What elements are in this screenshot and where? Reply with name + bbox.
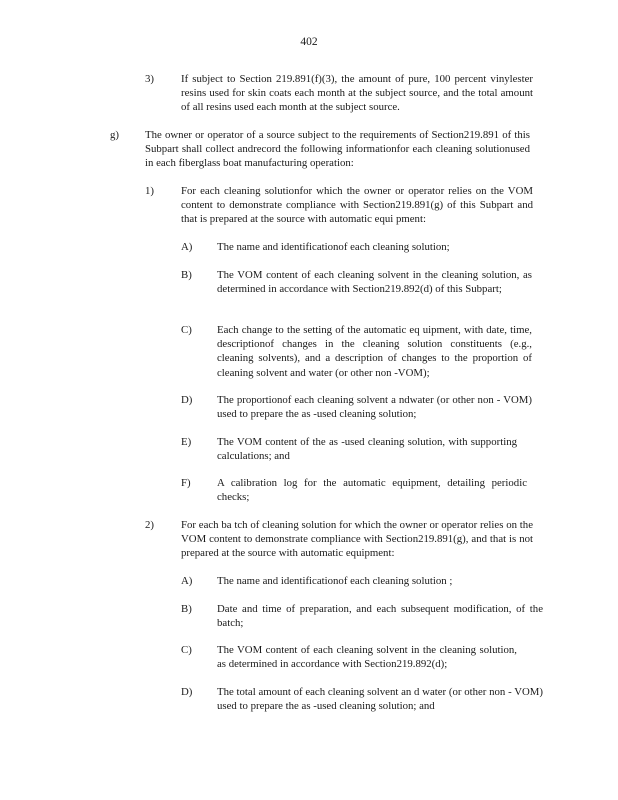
item-marker: C) [181, 644, 192, 656]
item-marker: A) [181, 575, 193, 587]
item-marker: A) [181, 241, 193, 253]
item-text: The VOM content of each cleaning solvent in the cleaning solution, as determined in accordance with Section219.892(d) of this Subpart; [217, 269, 532, 296]
item-text: For each cleaning solutionfor which the owner or operator relies on the VOM content to demonstrate compliance with Section219.891(g) of this Subpart and that is prepared at the source with automatic equi pment: [181, 185, 533, 226]
item-text: Date and time of preparation, and each subsequent modification, of the batch; [217, 603, 543, 630]
item-text: The name and identificationof each cleaning solution ; [217, 575, 453, 587]
item-text: Each change to the setting of the automatic eq uipment, with date, time, descriptionof changes in the cleaning solution constituents (e.g., cleaning solvents), and a description of changes to the proportion of cleaning solvent and water (or other non -VOM); [217, 324, 532, 379]
item-marker: C) [181, 324, 192, 336]
item-marker: F) [181, 477, 191, 489]
item-text: The VOM content of each cleaning solvent in the cleaning solution, as determined in accordance with Section219.892(d); [217, 644, 517, 671]
item-marker: 1) [145, 185, 154, 197]
item-marker: 2) [145, 519, 154, 531]
item-text: The VOM content of the as -used cleaning solution, with supporting calculations; and [217, 436, 517, 463]
item-text: If subject to Section 219.891(f)(3), the amount of pure, 100 percent vinylester resins used for skin coats each month at the subject source, and the total amount of all resins used each month at the subject source. [181, 73, 533, 114]
item-marker: D) [181, 394, 193, 406]
item-text: A calibration log for the automatic equipment, detailing periodic checks; [217, 477, 527, 504]
item-marker: 3) [145, 73, 154, 85]
item-text: The name and identificationof each cleaning solution; [217, 241, 450, 253]
item-marker: g) [110, 129, 119, 141]
item-marker: B) [181, 603, 192, 615]
item-text: The total amount of each cleaning solvent an d water (or other non - VOM) used to prepare the as -used cleaning solution; and [217, 686, 543, 713]
item-marker: B) [181, 269, 192, 281]
item-marker: D) [181, 686, 193, 698]
item-text: The owner or operator of a source subject to the requirements of Section219.891 of this Subpart shall collect andrecord the following informationfor each cleaning solutionused in each fiberglass boat manufacturing operation: [145, 129, 530, 170]
item-text: For each ba tch of cleaning solution for which the owner or operator relies on the VOM content to demonstrate compliance with Section219.891(g), and that is not prepared at the source with automatic equipment: [181, 519, 533, 560]
page-number: 402 [300, 36, 318, 48]
item-marker: E) [181, 436, 192, 448]
item-text: The proportionof each cleaning solvent a ndwater (or other non - VOM) used to prepare the as -used cleaning solution; [217, 394, 532, 421]
